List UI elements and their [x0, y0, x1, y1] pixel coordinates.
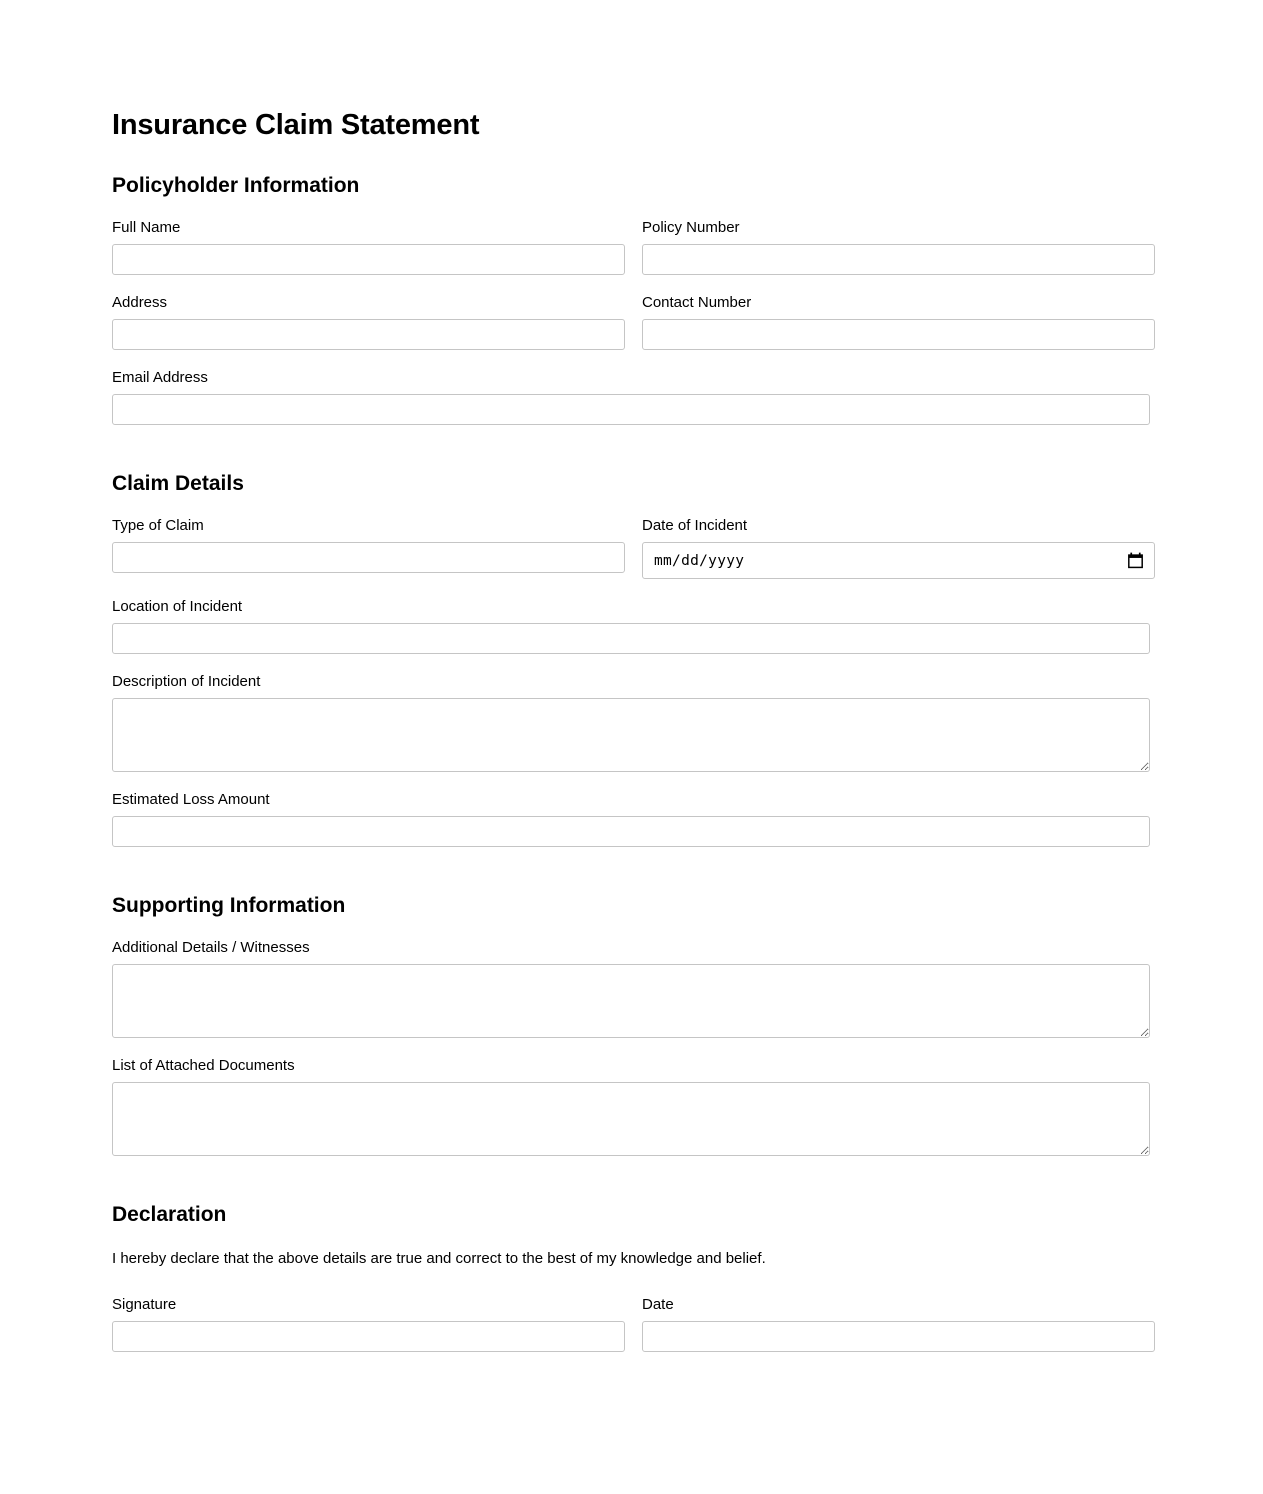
claim-form: [112, 108, 1150, 1352]
declaration-row: [112, 1295, 1150, 1352]
location-of-incident-input[interactable]: [112, 623, 1150, 654]
contact-number-input[interactable]: [642, 319, 1155, 350]
label-date-of-incident: Date of Incident: [642, 517, 748, 535]
section-claim-details: [112, 471, 1150, 847]
type-of-claim-input[interactable]: [112, 542, 625, 573]
attached-documents-textarea[interactable]: [112, 1082, 1150, 1156]
label-address: Address: [112, 293, 168, 311]
description-of-incident-textarea[interactable]: [112, 698, 1150, 772]
field-contact-number: [642, 293, 1155, 350]
label-declaration-date: Date: [642, 1295, 674, 1313]
field-description-of-incident: [112, 672, 1150, 772]
label-policy-number: Policy Number: [642, 218, 740, 236]
date-placeholder-text: mm/dd/yyyy: [654, 552, 745, 569]
label-attached-documents: List of Attached Documents: [112, 1057, 295, 1075]
section-heading-supporting-information: Supporting Information: [112, 894, 346, 918]
section-policyholder-information: [112, 173, 1150, 425]
full-name-input[interactable]: [112, 244, 625, 275]
section-declaration: [112, 1202, 1150, 1351]
label-description-of-incident: Description of Incident: [112, 673, 261, 691]
declaration-date-input[interactable]: [642, 1321, 1155, 1352]
estimated-loss-amount-input[interactable]: [112, 816, 1150, 847]
field-address: [112, 293, 625, 350]
label-additional-details: Additional Details / Witnesses: [112, 939, 310, 957]
section-supporting-information: [112, 893, 1150, 1156]
label-contact-number: Contact Number: [642, 293, 752, 311]
label-location-of-incident: Location of Incident: [112, 598, 243, 616]
email-address-input[interactable]: [112, 394, 1150, 425]
section-heading-policyholder: Policyholder Information: [112, 173, 360, 197]
signature-input[interactable]: [112, 1321, 625, 1352]
additional-details-textarea[interactable]: [112, 964, 1150, 1038]
section-heading-declaration: Declaration: [112, 1203, 227, 1227]
field-email-address: [112, 368, 1150, 425]
field-signature: [112, 1295, 625, 1352]
label-estimated-loss-amount: Estimated Loss Amount: [112, 791, 270, 809]
declaration-statement: I hereby declare that the above details are true and correct to the best of my knowledge and belief.: [112, 1249, 766, 1267]
calendar-icon[interactable]: [1127, 552, 1144, 569]
field-estimated-loss-amount: [112, 790, 1150, 847]
label-full-name: Full Name: [112, 218, 181, 236]
field-declaration-date: [642, 1295, 1155, 1352]
field-policy-number: [642, 218, 1155, 275]
label-signature: Signature: [112, 1295, 177, 1313]
field-type-of-claim: [112, 516, 625, 579]
policyholder-row-1: [112, 218, 1150, 293]
field-location-of-incident: [112, 597, 1150, 654]
policy-number-input[interactable]: [642, 244, 1155, 275]
claim-details-row-1: [112, 516, 1150, 597]
field-full-name: [112, 218, 625, 275]
field-attached-documents: [112, 1056, 1150, 1156]
label-type-of-claim: Type of Claim: [112, 517, 204, 535]
section-heading-claim-details: Claim Details: [112, 471, 244, 495]
label-email-address: Email Address: [112, 368, 208, 386]
page-title: Insurance Claim Statement: [112, 109, 480, 141]
field-date-of-incident: [642, 516, 1155, 579]
field-additional-details: [112, 938, 1150, 1038]
policyholder-row-2: [112, 293, 1150, 368]
address-input[interactable]: [112, 319, 625, 350]
date-of-incident-input[interactable]: [642, 542, 1155, 579]
